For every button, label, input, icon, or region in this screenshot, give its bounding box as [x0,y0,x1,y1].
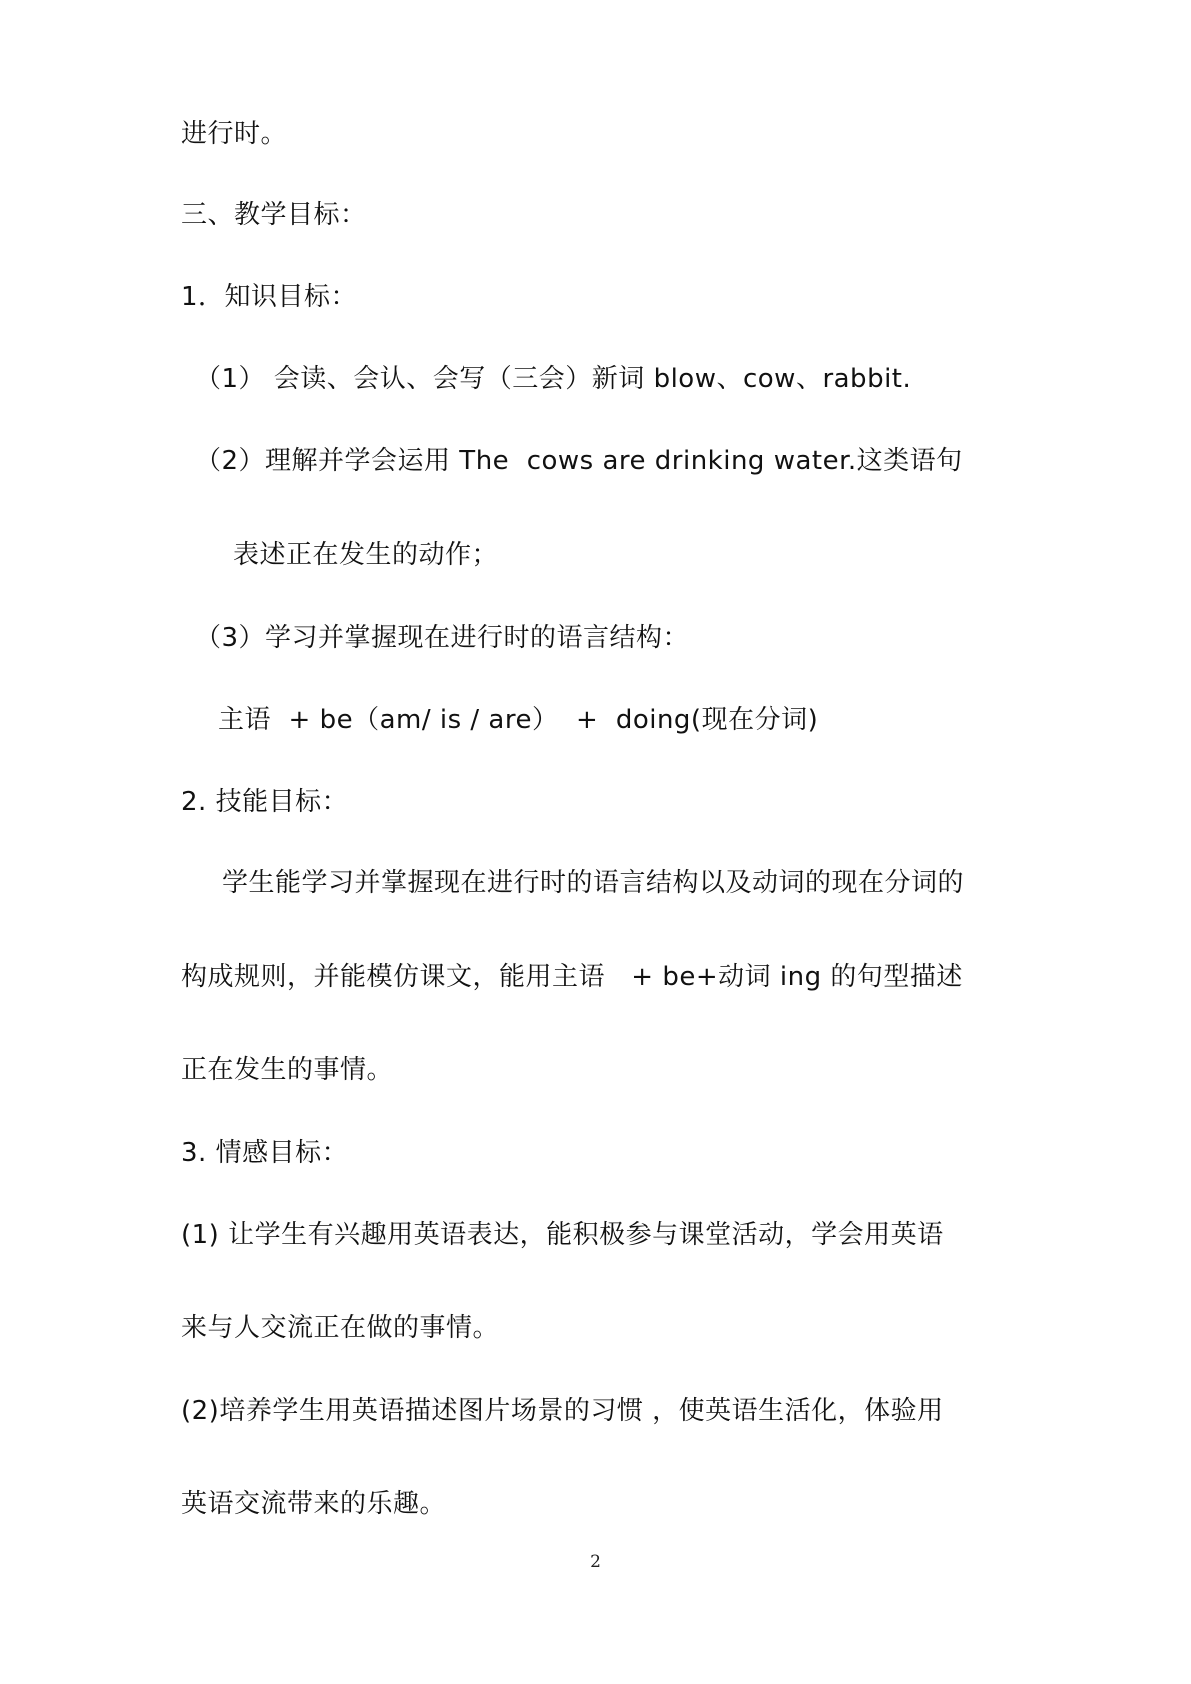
list-item-1: （1） 会读、会认、会写（三会）新词 blow、cow、rabbit. [195,364,912,394]
subheading-knowledge-goals: 1．知识目标： [181,282,358,312]
list-item-3: （3）学习并掌握现在进行时的语言结构： [195,623,690,653]
list-item-2: （2）理解并学会运用 The cows are drinking water.这类语句 [195,446,963,476]
text-line-continuation: 进行时。 [181,119,288,149]
grammar-formula: 主语 + be（am/ is / are） + doing(现在分词) [218,705,819,735]
section-heading-teaching-goals: 三、教学目标： [181,200,367,230]
list-item-2-continuation: 表述正在发生的动作； [233,540,499,570]
subheading-skill-goals: 2. 技能目标： [181,787,349,817]
subheading-emotion-goals: 3. 情感目标： [181,1138,349,1168]
emotion-item-2-line-1: (2)培养学生用英语描述图片场景的习惯 ，使英语生活化，体验用 [181,1396,944,1426]
page-number: 2 [590,1552,601,1572]
emotion-item-1-line-2: 来与人交流正在做的事情。 [181,1313,500,1343]
emotion-item-2-line-2: 英语交流带来的乐趣。 [181,1489,447,1519]
emotion-item-1-line-1: (1) 让学生有兴趣用英语表达，能积极参与课堂活动，学会用英语 [181,1220,944,1250]
paragraph-skill-line-3: 正在发生的事情。 [181,1055,394,1085]
paragraph-skill-line-2: 构成规则，并能模仿课文，能用主语 + be+动词 ing 的句型描述 [181,962,963,992]
paragraph-skill-line-1: 学生能学习并掌握现在进行时的语言结构以及动词的现在分词的 [222,868,965,898]
